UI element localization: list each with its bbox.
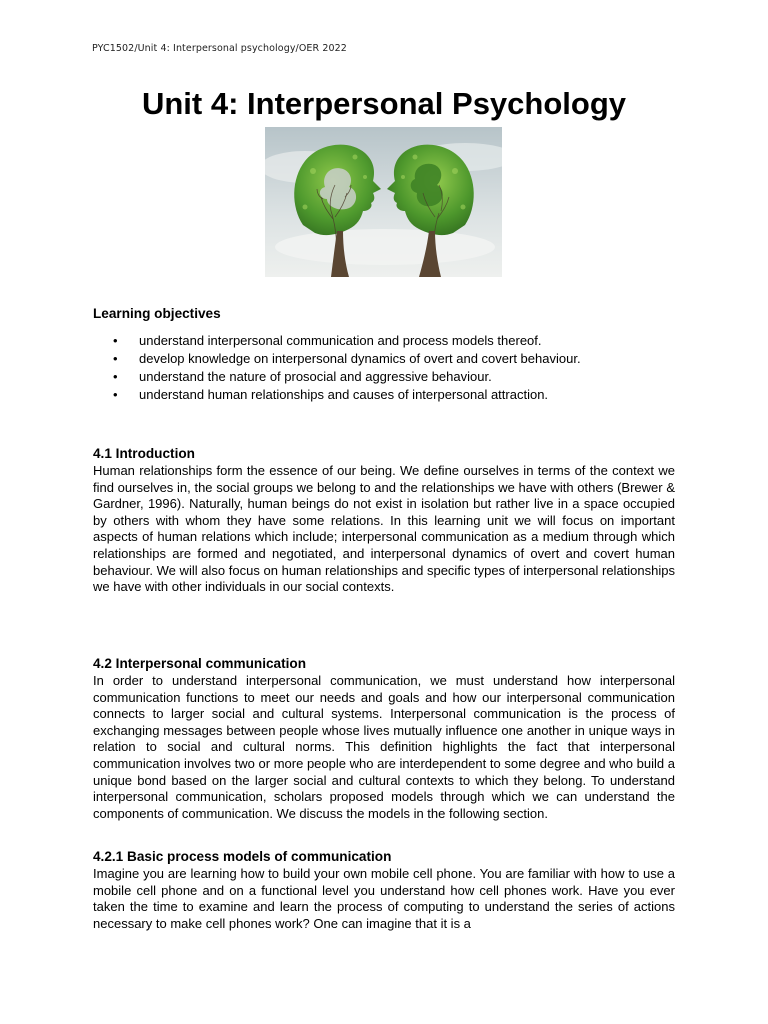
objective-text: understand human relationships and causes of interpersonal attraction. (139, 387, 549, 402)
document-title: Unit 4: Interpersonal Psychology (141, 86, 627, 121)
list-item (93, 350, 581, 368)
process-models-heading: 4.2.1 Basic process models of communication (93, 849, 392, 864)
bullet-icon: • (113, 333, 118, 348)
list-item (93, 386, 581, 404)
introduction-paragraph: Human relationships form the essence of our being. We define ourselves in terms of the context we find ourselves in, the social groups we belong to and the relationships we have with others (Brewer & Gardner, 1996). Naturally, human beings do not exist in isolation but rather live in a space occupied by others with whom they have some relations. In this learning unit we will focus on important aspects of human relations which include; interpersonal communication as a medium through which relationships are formed and negotiated, and interpersonal dynamics of overt and covert human behaviour. We will also focus on human relationships and specific types of interpersonal relationships we have with other individuals in our social contexts. (93, 463, 675, 595)
bullet-icon: • (113, 387, 118, 402)
interpersonal-communication-paragraph: In order to understand interpersonal communication, we must understand how interpersonal communication functions to meet our needs and goals and how our interpersonal communication connects to larger social and cultural systems. Interpersonal communication is the process of exchanging messages between people whose lives mutually influence one another in unique ways in relation to social and cultural norms. This definition highlights the fact that interpersonal communication involves two or more people who are interdependent to some degree and who build a unique bond based on the larger social and cultural contexts to which they belong. To understand interpersonal communication, scholars proposed models through which we can understand the components of communication. We discuss the models in the following section. (93, 673, 675, 821)
process-models-paragraph: Imagine you are learning how to build your own mobile cell phone. You are familiar with how to use a mobile cell phone and on a functional level you understand how cell phones work. Have you ever taken the time to examine and learn the process of computing to understand the series of actions necessary to make cell phones work? One can imagine that it is a (93, 866, 675, 931)
running-head: PYC1502/Unit 4: Interpersonal psychology/OER 2022 (92, 43, 347, 54)
objective-text: understand interpersonal communication and process models thereof. (139, 333, 542, 348)
learning-objectives-heading: Learning objectives (93, 306, 221, 321)
interpersonal-communication-heading: 4.2 Interpersonal communication (93, 656, 307, 671)
bullet-icon: • (113, 369, 118, 384)
bullet-icon: • (113, 351, 118, 366)
learning-objectives-list (93, 332, 581, 404)
objective-text: understand the nature of prosocial and aggressive behaviour. (139, 369, 492, 384)
list-item (93, 332, 581, 350)
two-tree-heads-puzzle-image (265, 127, 502, 277)
introduction-heading: 4.1 Introduction (93, 446, 195, 461)
list-item (93, 368, 581, 386)
objective-text: develop knowledge on interpersonal dynamics of overt and covert behaviour. (139, 351, 581, 366)
